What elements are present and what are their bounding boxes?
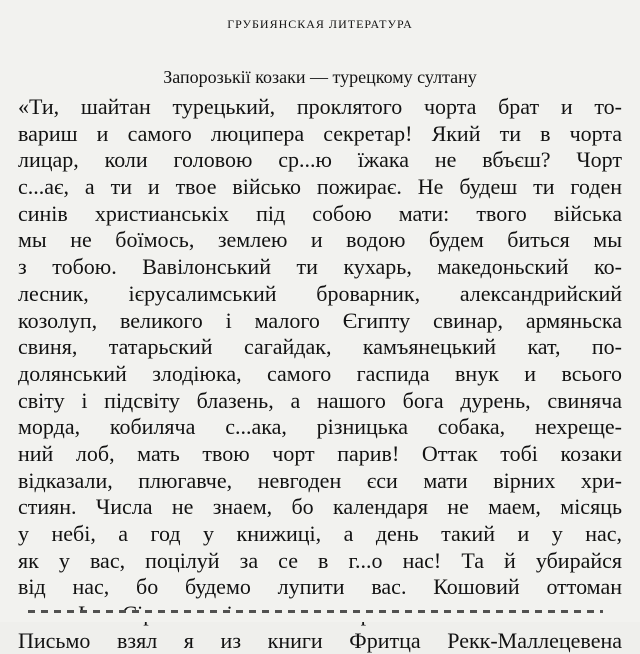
text-line: «Ти, шайтан турецький, проклятого чорта брат и то-	[18, 94, 622, 119]
text-line: свиня, татарьский сагайдак, камъянецький кат, по-	[18, 334, 622, 360]
text-line: лицар, коли головою ср...ю їжака не вбъєш? Чорт	[18, 147, 622, 173]
text-line: стиян. Числа не знаем, бо календаря не маем, місяць	[18, 494, 622, 520]
text-line: відказали, плюгавче, невгоден єси мати вірних хри-	[18, 467, 622, 493]
text-line: світу і підсвіту блазень, а нашого бога дурень, свиняча	[18, 387, 622, 413]
text-line: козолуп, великого і малого Єгипту свинар, армяньска	[18, 307, 622, 333]
text-line: вариш и самого люципера секретар! Який ти в чорта	[18, 120, 622, 146]
cropped-next-line	[0, 610, 640, 622]
text-line: морда, кобиляча с...ака, різницька собака, нехреще-	[18, 414, 622, 440]
text-line: у небі, а год у книжиці, а день такий и у нас,	[18, 521, 622, 546]
text-line: долянський злодіюка, самого гаспида внук и всього	[18, 360, 622, 386]
text-line: синів христианськіх під собою мати: твого війська	[18, 200, 622, 226]
text-line: від нас, бо будемо лупити вас. Кошовий оттоман	[18, 574, 622, 600]
text-line: мы не боїмось, землею и водою будем биться мы	[18, 227, 622, 253]
letter-body	[18, 94, 622, 654]
text-line-next-paragraph: Письмо взял я из книги Фритца Рекк-Маллецевена	[18, 627, 622, 653]
text-line: с...ає, а ти и твое військо пожирає. Не будеш ти годен	[18, 174, 622, 200]
text-line: ний лоб, мать твою чорт парив! Оттак тобі козаки	[18, 440, 622, 466]
letter-title: Запорозькії козаки — турецкому султану	[163, 67, 477, 87]
running-head: ГРУБИЯНСКАЯ ЛИТЕРАТУРА	[227, 17, 413, 31]
text-line: як у вас, поцілуй за се в г...о нас! Та й убирайся	[18, 547, 622, 573]
text-line: лесник, ієрусалимський броварник, александрийский	[18, 280, 622, 306]
text-line: з тобою. Вавілонський ти кухарь, македоньский ко-	[18, 254, 622, 280]
